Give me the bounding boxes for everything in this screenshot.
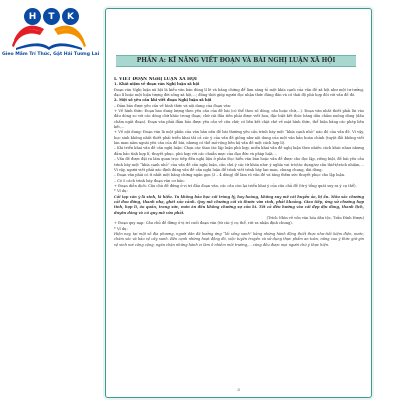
page-number: 3 [237, 387, 240, 392]
section-banner: PHẦN A: KĨ NĂNG VIẾT ĐOẠN VÀ BÀI NGHỊ LUẬN XÃ HỘI [116, 55, 356, 67]
example-label: * Ví dụ: [114, 226, 128, 231]
paragraph: – Khi triển khai vấn đề cần nghị luận: Chọn các thao tác lập luận phù hợp, miễn khai vấn đề nghị luận theo nhiều cách khác nhau nhưng đảm bảo tính hợp lí, thuyết phục, phù hợp với các chuẩn mực của đạo đức và pháp luật,... [114, 146, 364, 156]
paragraph: + Đoạn quy nạp: Câu chủ đề đứng ở vị trí cuối đoạn văn (từ các ý cụ thể, rút ra nhận định chung). [114, 221, 293, 226]
paragraph: + Về hình thức: Đoạn bao dung lượng theo yêu cầu của đề bài (có thể theo số dòng, câu hoặc chữ,...). Đoạn văn nhất thiết phải lùi vào đầu dòng so với các dòng chữ khác trong đoạn; chữ cái đầu tiên phải được viết hoa, đặc biệt kết thúc bằng dấu chấm xuống dòng (dấu chấm ngắt đoạn). Đoạn văn phải đảm bảo được yêu cầu về câu chữ; có liên kết chặt chẽ về mặt hình thức, thể hiện bằng các phép liên kết,... [114, 109, 364, 130]
logo-letter: T [43, 8, 60, 25]
sub-heading: 2. Một số yêu cầu khi viết đoạn Nghị luận xã hội [114, 98, 212, 103]
paragraph: + Đoạn diễn dịch: Câu chủ đề đứng ở vị trí đầu đoạn văn, các câu còn lại triển khai ý của câu chủ đề (từ ý tổng quát suy ra ý cụ thể). [114, 183, 357, 188]
htk-logo [2, 2, 100, 74]
paragraph: – Vấn đề được đặt ra làm quan trọc tiếp đến nghị liệu ở phần Đọc hiểu văn bản hoặc vấn đề được cho đọc lập, riêng biệt, đề bài yêu cầu trình bày một “khía cạnh nhỏ” của vấn đề cần nghị luận, cần chú ý các từ khóa như: ý nghĩa vai trò/tác dụng/sự cần thiết/trách nhiệm,... Vì vậy, người viết phải xác định đúng vấn đề cần nghị luận để trình viết trình bày lan man, chung chung, dài dòng. [114, 157, 364, 172]
paragraph: – Đoạn văn phải có ít nhất một bằng chứng ngắn gọn (3 – 4 dòng) để làm rõ vấn đề và tăng thêm sức thuyết phục cho lập luận. [114, 173, 346, 178]
section-heading: I. VIẾT ĐOẠN NGHỊ LUẬN XÃ HỘI [114, 77, 197, 82]
logo-letter: H [24, 8, 41, 25]
quote-source: (Trích Nhìn về vốn văn hóa dân tộc, Trần Đình Hượu) [266, 215, 364, 220]
paragraph: + Về nội dung: Đoạn văn là một phần của văn bản nên đề bài thường yêu cầu trình bày một “khía cạnh nhỏ” nào đó của vấn đề. Vì vậy, học sinh không nhất thiết phải triển khai tất cả các ý của vấn đề giống như nội dung của một văn bản hoàn chỉnh (tuyệt đối không viết lan man nằm ngoài yêu cầu của đề bài, nhưng có thể mở rộng liên hệ vấn đề một cách hợp lí). [114, 130, 364, 146]
paragraph: – Có 5 cách trình bày đoạn văn cơ bản: [114, 178, 185, 183]
document-body [114, 77, 364, 377]
paragraph: Đoạn văn Nghị luận xã hội là kiểu văn bản dùng lí lẽ và bằng chứng để làm sáng tỏ một khía cạnh của vấn đề xã hội như một tư tưởng, đạo lí hoặc một hiện tượng đời sống xã hội,...; đồng thời giúp người đọc nhận thức đúng đắn và có thái độ phù hợp đối với vấn đề đó. [114, 87, 364, 98]
document-page [105, 8, 372, 398]
logo-letter: K [62, 8, 79, 25]
paragraph: – Đảm bảo được yêu cầu về hình thức và nội dung của đoạn văn: [114, 103, 232, 108]
example-label: * Ví dụ: [114, 189, 128, 194]
sub-heading: 1. Khái niệm về đoạn văn Nghị luận xã hội [114, 82, 200, 87]
logo-slogan: Gieo Mầm Trí Thức, Gặt Hái Tương Lai [2, 52, 100, 57]
example-quote: Cải tạp văn ý là sinh, là hiểu. Tu không bảo học cái trùng lý, hay hoàng, không suy mê cái huyền ảo, bị ẩn. Mấu sắc chướng cải đau đớng, thanh nhẹ, ghét xảo cảnh. Quy mô chướng cải và thước vừa vinh, phải khoảng. Giao tiếp, ứng xử chướng hợp tình, hợp lí, áo quần, trang sức, món ăn đều không chướng sự cầu kì. Tất cả đều hướng vào cái đẹp dịu dàng, thanh lịch, duyên dáng và có quy mô vừa phải. [114, 194, 364, 215]
example-quote: Hiện nay, tại một số địa phương, người dân đã hưởng ứng “lối sống xanh” bằng những hành động thiết thực như tiết kiệm điện, nước; chăm sóc và bảo vệ cây xanh. Bên cạnh những hoạt động đó, việc tuyên truyền và sử dụng thực phẩm an toàn, nâng cao ý thức giữ gìn vệ sinh nơi công cộng, ngăn chặn những hành vi làm ô nhiễm môi trường,... cũng đều được mọi người chú ý thực hiện. [114, 231, 364, 247]
